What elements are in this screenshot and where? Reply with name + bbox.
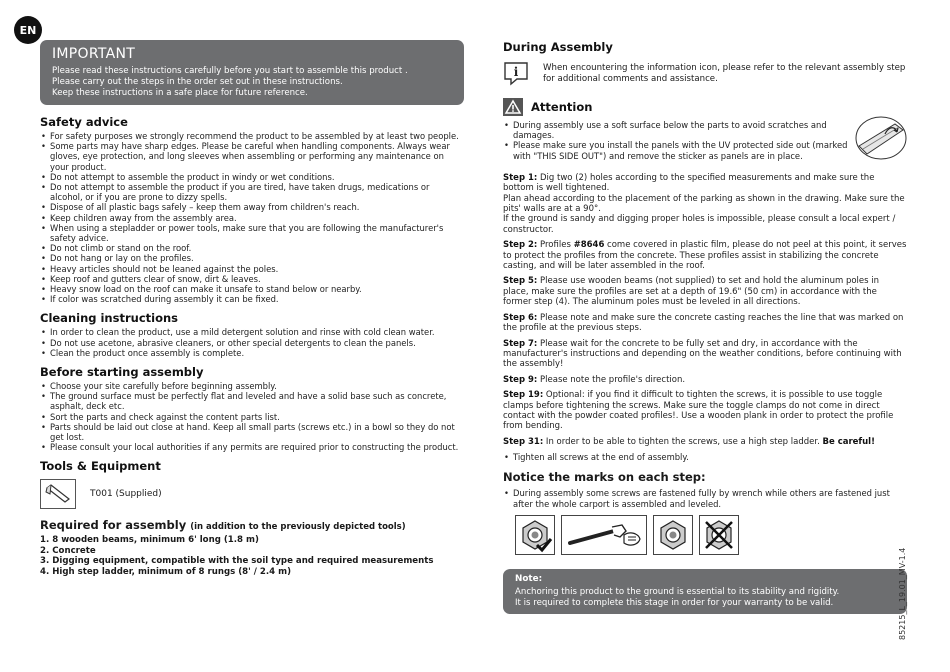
list-item: • Clean the product once assembly is complete. [40,348,464,358]
step-label: Step 6: [503,312,538,323]
tools-section [40,459,464,509]
info-text: When encountering the information icon, please refer to the relevant assembly step for additional comments and assistance. [543,63,906,84]
step-text: Optional: if you find it difficult to tighten the screws, it is possible to use toggle clamps before tightening the screws. Make sure the toggle clamps do not come in direct contact with the powder coated profiles!. Use a wooden plank in order to protect the profile from bending. [503,390,894,432]
step-paragraph [503,437,907,447]
panel-sticker-icon [855,116,907,160]
marks-row [515,515,907,555]
list-item: • Please make sure you install the panels with the UV protected side out (marked with "THIS SIDE OUT") and remove the sticker as panels are in place. [503,140,848,160]
attention-title: Attention [531,100,593,114]
list-item: • Do not hang or lay on the profiles. [40,253,464,263]
step-paragraph [503,276,907,307]
step-text: Plan ahead according to the placement of the parking as shown in the drawing. Make sure the pits' walls are at a 90°. [503,193,905,215]
step-text: Please note the profile's direction. [537,374,686,385]
list-item: 4. High step ladder, minimum of 8 rungs (8' / 2.4 m) [40,566,292,577]
list-item: • If color was scratched during assembly it can be fixed. [40,294,464,304]
nut-icon [653,515,693,555]
step-text: come covered in plastic film, please do not peel at this point, it serves to protect the profiles from the concrete. These profiles assist in stabilizing the concrete casting, and will be later assembled in the roof. [503,240,907,272]
required-title-text: Required for assembly [40,518,187,533]
list-item: • Choose your site carefully before beginning assembly. [40,381,464,391]
important-line: Keep these instructions in a safe place for future reference. [52,88,308,98]
step-text: If the ground is sandy and digging proper holes is impossible, please consult a local expert / constructor. [503,214,896,235]
list-item: 3. Digging equipment, compatible with the soil type and required measurements [40,556,434,567]
hex-key-icon [40,479,76,509]
profile-code: #8646 [573,240,605,251]
safety-list [40,131,464,304]
marks-title: Notice the marks on each step: [503,470,706,485]
important-line: Please carry out the steps in the order set out in these instructions. [52,77,343,87]
careful-warning: Be careful! [822,436,875,447]
cleaning-list [40,327,464,358]
list-item: • Parts should be laid out close at hand. Keep all small parts (screws etc.) in a bowl so they do not get lost. [40,422,464,442]
list-item: • In order to clean the product, use a mild detergent solution and rinse with cold clean water. [40,327,464,337]
list-item: • Keep children away from the assembly area. [40,213,464,223]
safety-section [40,115,464,304]
during-title: During Assembly [503,40,613,54]
step-label: Step 1: [503,172,538,183]
list-item: • Heavy snow load on the roof can make it unsafe to stand below or nearby. [40,284,464,294]
step-text: Dig two (2) holes according to the specified measurements and make sure the bottom is well tightened. [503,172,875,194]
list-item: 2. Concrete [40,545,96,556]
nut-loose-cross-icon [699,515,739,555]
list-item: • Do not use acetone, abrasive cleaners, or other special detergents to clean the panels. [40,338,464,348]
step-label: Step 9: [503,374,538,385]
attention-list [503,120,848,161]
left-column [40,40,464,577]
list-item: 1. 8 wooden beams, minimum 6' long (1.8 m) [40,535,259,546]
list-item: • The ground surface must be perfectly flat and leveled and have a solid base such as concrete, asphalt, deck etc. [40,391,464,411]
cleaning-title: Cleaning instructions [40,311,179,326]
list-item: • Do not climb or stand on the roof. [40,243,464,253]
list-item: • Tighten all screws at the end of assembly. [503,452,907,462]
list-item: • Please consult your local authorities if any permits are required prior to constructing the product. [40,442,464,452]
step-paragraph [503,313,907,334]
tools-title: Tools & Equipment [40,459,161,474]
important-box [40,40,464,105]
before-list [40,381,464,452]
step-paragraph [503,339,907,370]
step-label: Step 2: [503,240,538,251]
step-paragraph [503,173,907,235]
step-text: Please note and make sure the concrete casting reaches the line that was marked on the profile at the previous steps. [503,312,904,334]
svg-text:i: i [513,65,519,79]
step-paragraph [503,375,907,385]
tighten-list [503,452,907,462]
info-row [503,60,907,86]
list-item: • Keep roof and gutters clear of snow, dirt & leaves. [40,274,464,284]
required-title [40,518,464,532]
important-title: IMPORTANT [52,46,136,62]
step-label: Step 7: [503,338,538,349]
right-column [503,40,907,614]
before-title: Before starting assembly [40,365,204,380]
before-section [40,365,464,452]
required-list [40,535,464,577]
step-text: Please wait for the concrete to be fully set and dry, in accordance with the manufacturer's instructions and depending on the weather conditions, before continuing with the assembly! [503,338,902,370]
list-item: • When using a stepladder or power tools, make sure that you are following the manufacturer's safety advice. [40,223,464,243]
list-item: • Do not attempt to assemble the product in windy or wet conditions. [40,172,464,182]
note-line: Anchoring this product to the ground is essential to its stability and rigidity. [515,586,840,597]
list-item: • Some parts may have sharp edges. Please be careful when handling components. Always wear gloves, eye protection, and long sleeves when assembling or performing any maintenance on your product. [40,141,464,172]
list-item: • Sort the parts and check against the content parts list. [40,412,464,422]
list-item: • Dispose of all plastic bags safely – keep them away from children's reach. [40,202,464,212]
step-label: Step 31: [503,436,544,447]
required-subtitle: (in addition to the previously depicted tools) [190,522,406,533]
list-item: • During assembly some screws are fastened fully by wrench while others are fastened just after the whole carport is assembled and leveled. [503,488,907,508]
document-id: 85215_L_19.01_MV-1.4 [898,547,907,640]
language-badge: EN [14,16,42,44]
list-item: • Do not attempt to assemble the product if you are tired, have taken drugs, medications or alcohol, or if you are prone to dizzy spells. [40,182,464,202]
info-icon [503,60,529,86]
marks-list [503,488,907,508]
warning-icon [503,98,523,116]
list-item: • Heavy articles should not be leaned against the poles. [40,264,464,274]
attention-header [503,98,907,116]
attention-body [503,120,907,161]
list-item: • For safety purposes we strongly recommend the product to be assembled by at least two people. [40,131,464,141]
step-paragraph [503,390,907,432]
step-text: Please use wooden beams (not supplied) to set and hold the aluminum poles in place, make sure the profiles are set at a depth of 19.6" (50 cm) in accordance with the former step (4). The aluminum poles must be leveled in all directions. [503,276,880,308]
note-box [503,569,907,615]
cleaning-section [40,311,464,358]
note-line: It is required to complete this stage in order for your warranty to be valid. [515,597,834,608]
step-label: Step 19: [503,390,544,401]
step-paragraph [503,240,907,271]
note-title: Note: [515,573,543,584]
tool-row [40,479,464,509]
important-line: Please read these instructions carefully before you start to assemble this product . [52,66,408,76]
nut-tight-check-icon [515,515,555,555]
safety-title: Safety advice [40,115,128,129]
step-text: In order to be able to tighten the screws, use a high step ladder. [543,436,823,447]
wrench-hand-icon [561,515,647,555]
step-label: Step 5: [503,276,538,287]
step-text: Profiles [537,240,574,251]
tool-label: T001 (Supplied) [90,489,162,500]
steps-list [503,173,907,463]
list-item: • During assembly use a soft surface below the parts to avoid scratches and damages. [503,120,848,140]
